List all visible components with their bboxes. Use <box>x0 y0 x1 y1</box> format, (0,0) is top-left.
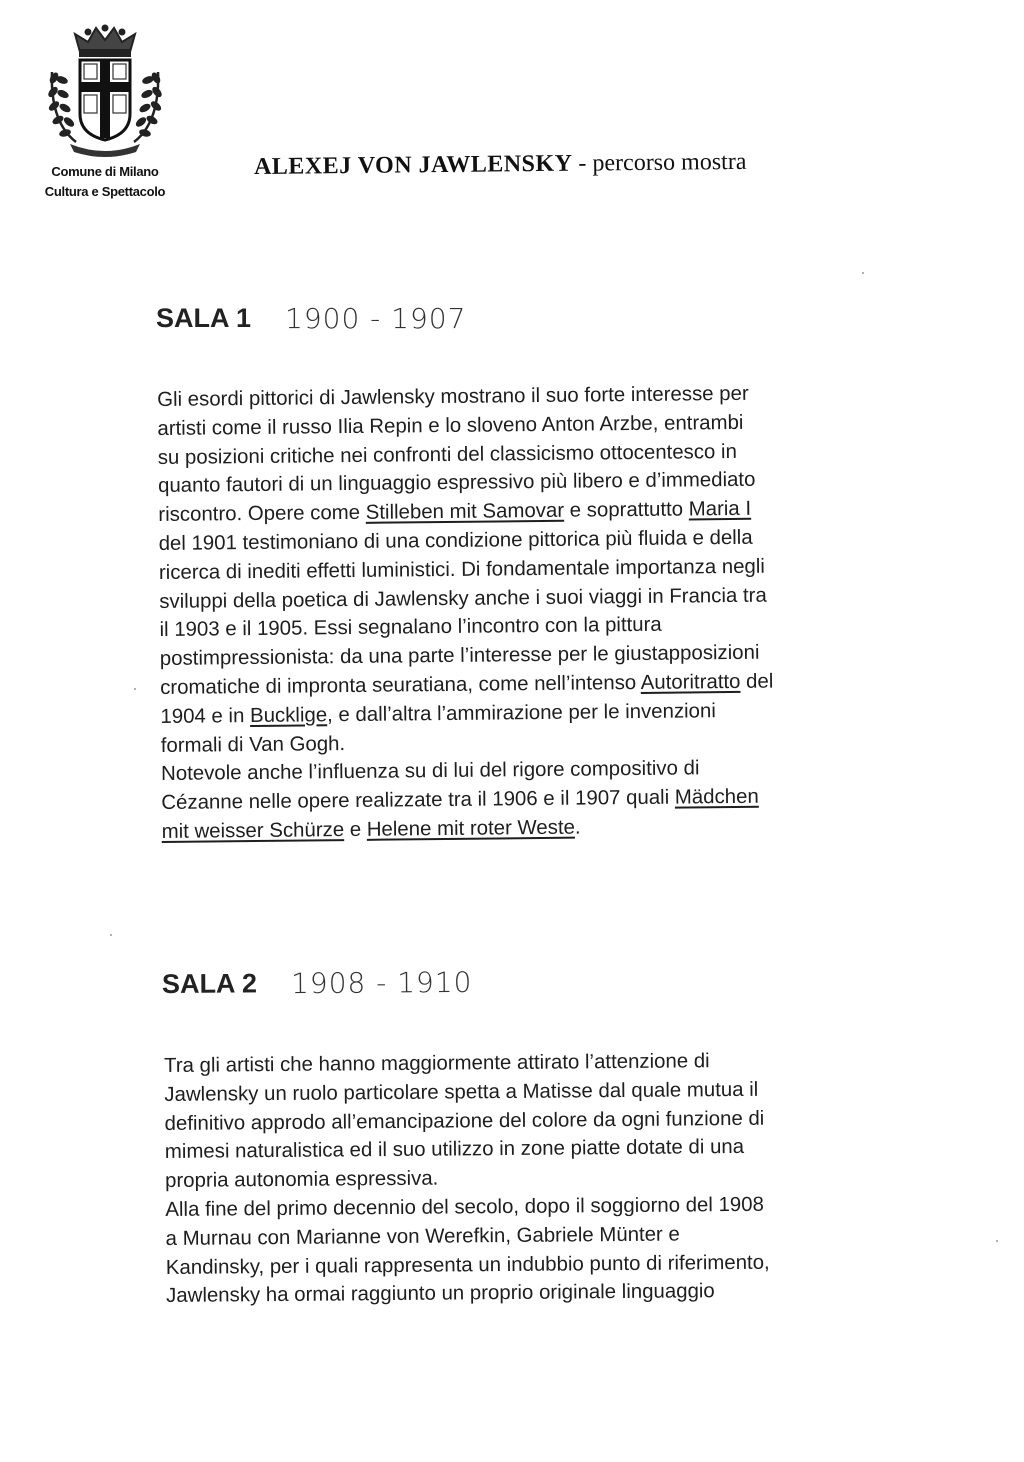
artwork-title: Mädchen <box>674 785 759 809</box>
text-segment: su posizioni critiche nei confronti del classicismo ottocentesco in <box>157 440 737 469</box>
text-segment: Cézanne nelle opere realizzate tra il 1906 e il 1907 quali <box>161 786 675 815</box>
sala-label: SALA 2 <box>161 968 258 999</box>
text-segment: 1904 e in <box>160 704 251 728</box>
text-segment: Notevole anche l’influenza su di lui del rigore compositivo di <box>160 757 700 786</box>
text-segment: Jawlensky ha ormai raggiunto un proprio originale linguaggio <box>166 1280 715 1308</box>
text-segment: e <box>343 818 367 842</box>
text-segment: il 1903 e il 1905. Essi segnalano l’incontro con la pittura <box>159 614 662 642</box>
text-line <box>166 1220 770 1254</box>
text-segment: e soprattutto <box>563 498 689 522</box>
scan-speck <box>862 272 864 274</box>
text-segment: Jawlensky un ruolo particolare spetta a Matisse dal quale mutua il <box>164 1078 759 1106</box>
text-segment: a Murnau con Marianne von Werefkin, Gabriele Münter e <box>165 1223 680 1250</box>
sala-1-heading <box>156 302 466 335</box>
sala-years-handwritten: 1900 - 1907 <box>285 302 467 335</box>
artwork-title: Helene mit roter Weste <box>366 816 576 841</box>
text-segment: Tra gli artisti che hanno maggiormente attirato l’attenzione di <box>164 1050 710 1077</box>
text-segment: riscontro. Opere come <box>158 502 366 527</box>
text-segment: ricerca di inediti effetti luministici. Di fondamentale importanza negli <box>158 555 766 584</box>
artwork-title: Maria I <box>688 497 752 521</box>
title-artist: ALEXEJ VON JAWLENSKY <box>253 150 573 180</box>
organization-line: Comune di Milano <box>51 164 159 179</box>
text-line <box>166 1277 770 1311</box>
text-segment: sviluppi della poetica di Jawlensky anche i suoi viaggi in Francia tra <box>159 584 767 613</box>
scan-speck <box>996 1240 998 1242</box>
text-segment: cromatiche di impronta seuratiana, come nell’intenso <box>160 671 641 699</box>
artwork-title: Bucklige <box>249 704 328 727</box>
comune-di-milano-crest-icon <box>40 22 170 160</box>
text-segment: Alla fine del primo decennio del secolo, dopo il soggiorno del 1908 <box>165 1193 764 1221</box>
organization-line: Cultura e Spettacolo <box>44 184 166 199</box>
text-segment: postimpressionista: da una parte l’interesse per le giustapposizioni <box>159 641 760 671</box>
sala-2-heading <box>162 966 473 1001</box>
text-line <box>164 1076 768 1110</box>
text-segment: . <box>574 816 581 839</box>
text-segment: artisti come il russo Ilia Repin e lo sloveno Anton Arzbe, entrambi <box>157 411 744 440</box>
text-segment: del <box>740 670 774 693</box>
text-segment: propria autonomia espressiva. <box>165 1167 439 1193</box>
text-segment: del 1901 testimoniano di una condizione pittorica più fluida e della <box>158 526 753 555</box>
text-segment: definitivo approdo all’emancipazione del colore da ogni funzione di <box>164 1107 765 1135</box>
scan-speck <box>134 688 136 690</box>
artwork-title: mit weisser Schürze <box>161 819 345 843</box>
text-line <box>162 812 775 847</box>
artwork-title: Stilleben mit Samovar <box>365 499 565 525</box>
sala-years-handwritten: 1908 - 1910 <box>290 965 473 1001</box>
title-subtitle: - percorso mostra <box>572 148 747 177</box>
organization-name <box>20 162 190 202</box>
text-segment: formali di Van Gogh. <box>160 732 346 757</box>
scan-speck <box>110 934 112 936</box>
document-title <box>254 149 747 181</box>
text-segment: mimesi naturalistica ed il suo utilizzo in zone piatte dotate di una <box>164 1136 745 1164</box>
text-segment: , e dall’altra l’ammirazione per le invenzioni <box>326 699 716 727</box>
sala-1-text <box>157 380 775 847</box>
sala-label: SALA 1 <box>156 303 252 333</box>
text-line <box>165 1133 769 1167</box>
text-segment: Gli esordi pittorici di Jawlensky mostrano il suo forte interesse per <box>157 382 749 411</box>
sala-2-text <box>164 1047 770 1311</box>
text-segment: Kandinsky, per i quali rappresenta un indubbio punto di riferimento, <box>165 1251 770 1279</box>
text-segment: quanto fautori di un linguaggio espressivo più libero e d’immediato <box>157 469 756 498</box>
artwork-title: Autoritratto <box>640 670 741 694</box>
